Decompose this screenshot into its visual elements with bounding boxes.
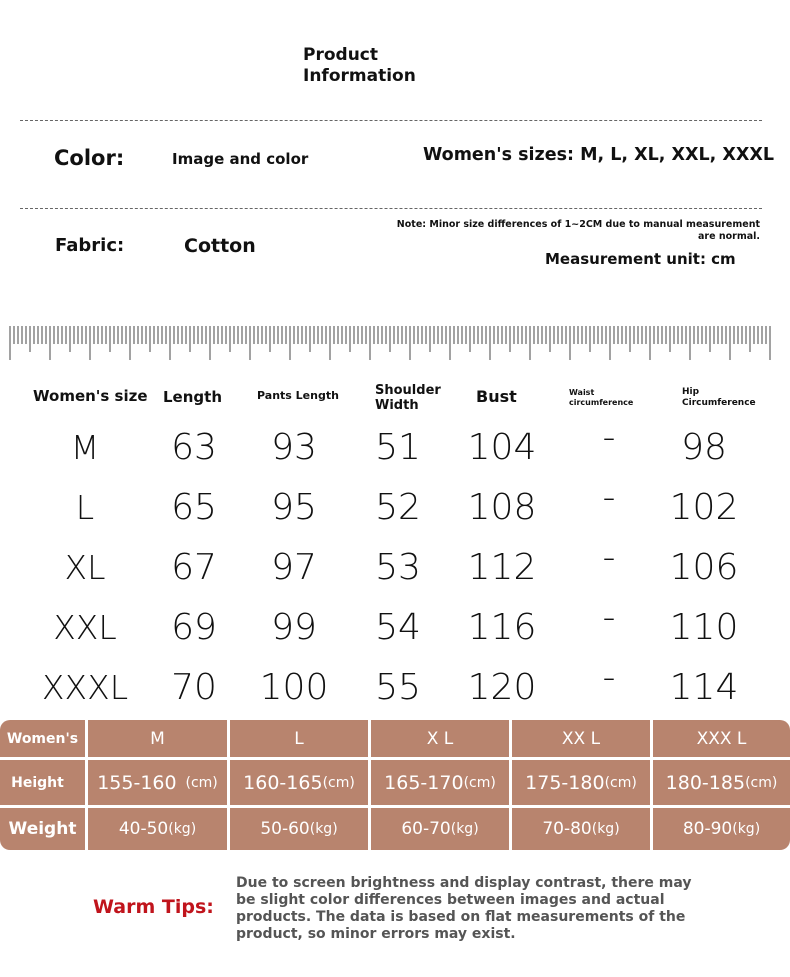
fit-weight-cell — [653, 808, 790, 850]
warm-tips-text: Due to screen brightness and display contrast, there may be slight color differences between images and actual products. The data is based on flat measurements of the product, so minor errors may exist. — [236, 875, 692, 942]
page-title: Product Information — [303, 45, 416, 86]
fit-height-value: 160-165 — [243, 771, 323, 794]
size-table-cell: 52 — [375, 487, 421, 528]
fabric-value: Cotton — [184, 235, 256, 257]
size-table-cell: 98 — [681, 427, 727, 468]
size-table-cell: 99 — [271, 607, 317, 648]
color-label: Color: — [54, 146, 125, 170]
size-table-cell: 51 — [375, 427, 421, 468]
header-shoulder-width: Shoulder Width — [375, 383, 441, 413]
fit-size-cell: M — [150, 728, 165, 749]
fit-weight-cell — [88, 808, 227, 850]
fit-weight-cell — [230, 808, 368, 850]
size-table-cell: - — [602, 597, 616, 638]
fit-height-unit: (cm) — [322, 774, 355, 791]
fit-size-cell: XX L — [561, 728, 601, 749]
size-table-cell: 104 — [467, 427, 537, 468]
size-table-cell: 70 — [171, 667, 217, 708]
size-table-cell: 54 — [375, 607, 421, 648]
fit-height-unit: (cm) — [604, 774, 637, 791]
size-table-cell: 69 — [171, 607, 217, 648]
size-table-cell: 102 — [669, 487, 739, 528]
fit-size-cell: XXX L — [696, 728, 747, 749]
header-pants-length: Pants Length — [257, 389, 339, 402]
fit-height-value: 155-160 — [97, 771, 177, 794]
fit-height-unit: (cm) — [463, 774, 496, 791]
fit-weight-value: 80-90 — [682, 819, 733, 839]
ruler-graphic — [8, 326, 776, 362]
header-bust: Bust — [476, 387, 517, 406]
fit-height-cell — [653, 760, 790, 805]
size-table-cell: 112 — [467, 547, 537, 588]
fit-height-cell — [371, 760, 509, 805]
fit-weight-value: 40-50 — [118, 819, 169, 839]
size-table-cell: - — [602, 657, 616, 698]
size-table-cell: 65 — [171, 487, 217, 528]
fit-row-label-height: Height — [11, 774, 64, 791]
fit-height-value: 165-170 — [384, 771, 464, 794]
fit-weight-value: 70-80 — [542, 819, 592, 839]
size-table-cell: 67 — [171, 547, 217, 588]
fit-row-label-womens: Women's — [6, 730, 79, 747]
divider — [20, 120, 762, 121]
size-table-cell: 95 — [271, 487, 317, 528]
fit-weight-unit: (kg) — [591, 821, 620, 837]
size-table-cell: M — [70, 428, 100, 467]
size-table-cell: - — [602, 477, 616, 518]
fit-weight-cell — [371, 808, 509, 850]
size-table-cell: 106 — [669, 547, 739, 588]
size-table-cell: - — [602, 417, 616, 458]
size-table-cell: XXXL — [41, 668, 129, 707]
header-hip: Hip Circumference — [682, 387, 756, 408]
size-table-cell: 108 — [467, 487, 537, 528]
size-table-cell: 93 — [271, 427, 317, 468]
size-table-cell: 100 — [259, 667, 329, 708]
womens-sizes: Women's sizes: M, L, XL, XXL, XXXL — [423, 145, 775, 165]
size-table-cell: 114 — [669, 667, 739, 708]
size-table-cell: 63 — [171, 427, 217, 468]
size-table-cell: 110 — [669, 607, 739, 648]
size-table-cell: 53 — [375, 547, 421, 588]
size-table-cell: 120 — [467, 667, 537, 708]
size-table-cell: 55 — [375, 667, 421, 708]
measurement-note: Note: Minor size differences of 1~2CM due to manual measurement are normal. — [396, 219, 760, 242]
fit-weight-value: 60-70 — [401, 819, 451, 839]
size-table-cell: - — [602, 537, 616, 578]
size-table-cell: XXL — [53, 608, 117, 647]
fit-weight-unit: (kg) — [168, 821, 197, 837]
fit-size-cell: X L — [426, 728, 454, 749]
fit-weight-value: 50-60 — [260, 819, 310, 839]
fit-height-cell — [230, 760, 368, 805]
fit-height-value: 175-180 — [525, 771, 605, 794]
size-table-cell: 116 — [467, 607, 537, 648]
fit-height-unit: (cm) — [176, 774, 218, 791]
fit-height-value: 180-185 — [665, 771, 746, 794]
size-table-cell: 97 — [271, 547, 317, 588]
fit-weight-unit: (kg) — [309, 821, 338, 837]
fit-height-cell — [88, 760, 227, 805]
fit-weight-cell — [512, 808, 650, 850]
fit-height-unit: (cm) — [745, 774, 778, 791]
header-length: Length — [163, 388, 222, 406]
header-size: Women's size — [33, 387, 148, 405]
warm-tips-label: Warm Tips: — [93, 896, 214, 918]
size-table-cell: XL — [64, 548, 106, 587]
fit-height-cell — [512, 760, 650, 805]
fit-weight-unit: (kg) — [732, 821, 761, 837]
fit-weight-unit: (kg) — [450, 821, 479, 837]
color-value: Image and color — [172, 150, 309, 168]
fit-size-cell: L — [294, 728, 304, 749]
divider — [20, 208, 762, 209]
fabric-label: Fabric: — [55, 235, 125, 256]
fit-row-label-weight: Weight — [8, 819, 77, 839]
header-waist: Waist circumference — [569, 388, 634, 407]
size-table-cell: L — [75, 488, 95, 527]
measurement-unit: Measurement unit: cm — [545, 250, 736, 268]
